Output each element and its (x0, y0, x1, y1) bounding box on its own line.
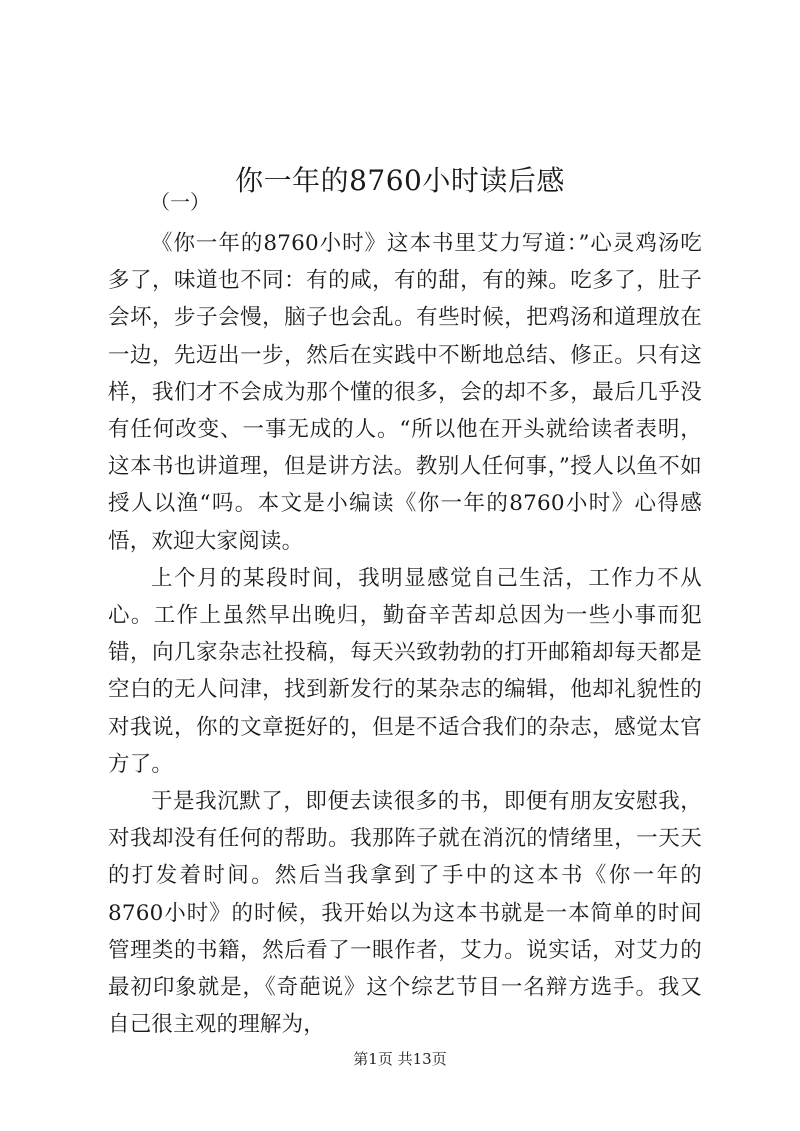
document-title: 你一年的8760小时读后感 (235, 163, 565, 197)
section-marker: （一） (150, 190, 210, 214)
paragraph-silence: 于是我沉默了，即便去读很多的书，即便有朋友安慰我，对我却没有任何的帮助。我那阵子就在消沉的情绪里，一天天的打发着时间。然后当我拿到了手中的这本书《你一年的8760小时》的时候，我开始以为这本书就是一本简单的时间管理类的书籍，然后看了一眼作者，艾力。说实话，对艾力的最初印象就是，《奇葩说》这个综艺节目一名辩方选手。我又自己很主观的理解为， (108, 789, 702, 1038)
page-footer: 第1页 共13页 (353, 1050, 447, 1068)
paragraph-last-month: 上个月的某段时间，我明显感觉自己生活，工作力不从心。工作上虽然早出晚归，勤奋辛苦却总因为一些小事而犯错，向几家杂志社投稿，每天兴致勃勃的打开邮箱却每天都是空白的无人问津，找到新发行的某杂志的编辑，他却礼貌性的对我说，你的文章挺好的，但是不适合我们的杂志，感觉太官方了。 (108, 565, 702, 777)
document-body (108, 225, 702, 1043)
paragraph-intro: 《你一年的8760小时》这本书里艾力写道：”心灵鸡汤吃多了，味道也不同：有的咸，有的甜，有的辣。吃多了，肚子会坏，步子会慢，脑子也会乱。有些时候，把鸡汤和道理放在一边，先迈出一步，然后在实践中不断地总结、修正。只有这样，我们才不会成为那个懂的很多，会的却不多，最后几乎没有任何改变、一事无成的人。“所以他在开头就给读者表明，这本书也讲道理，但是讲方法。教别人任何事，”授人以鱼不如授人以渔“吗。本文是小编读《你一年的8760小时》心得感悟，欢迎大家阅读。 (108, 231, 702, 554)
